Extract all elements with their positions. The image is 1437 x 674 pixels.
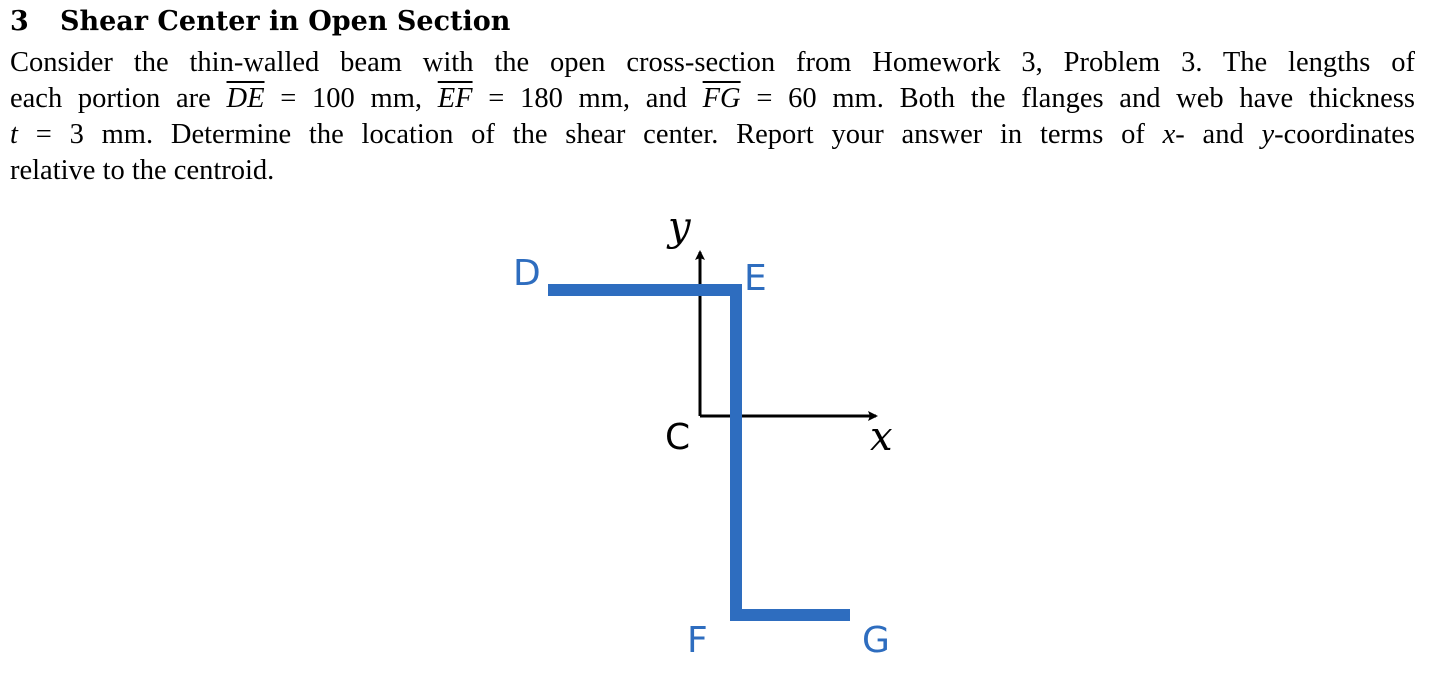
segment-de: $\overline{DE}$: [226, 83, 265, 114]
line3-text-a: = 3 mm. Determine the location of the shear center. Report your answer in terms of: [17, 119, 1163, 150]
x-axis-label: x: [870, 414, 893, 460]
length-ef: = 180 mm, and: [472, 83, 703, 114]
point-label-e: E: [744, 258, 767, 299]
y-symbol: y: [1261, 119, 1275, 150]
statement-line-1: Consider the thin-walled beam with the open cross-section from Homework 3, Problem 3. The lengths of: [10, 47, 1415, 78]
point-label-f: F: [687, 620, 708, 661]
x-symbol: x: [1162, 119, 1176, 150]
statement-line-4: relative to the centroid.: [10, 155, 275, 186]
line3-text-c: -coordinates: [1274, 119, 1416, 150]
problem-number: 3: [10, 6, 29, 37]
segment-ef: $\overline{EF}$: [437, 83, 473, 114]
line3-text-b: - and: [1175, 119, 1262, 150]
problem-title: Shear Center in Open Section: [60, 6, 511, 37]
thickness-symbol: t: [10, 119, 18, 150]
y-axis-label: y: [668, 204, 691, 250]
length-de: = 100 mm,: [264, 83, 438, 114]
segment-fg: $\overline{FG}$: [702, 83, 741, 114]
length-fg: = 60 mm. Both the flanges and web have thickness: [740, 83, 1415, 114]
point-label-d: D: [513, 253, 541, 294]
line2-intro: each portion are: [10, 83, 211, 114]
centroid-label-c: C: [665, 417, 691, 458]
point-label-g: G: [862, 620, 890, 661]
